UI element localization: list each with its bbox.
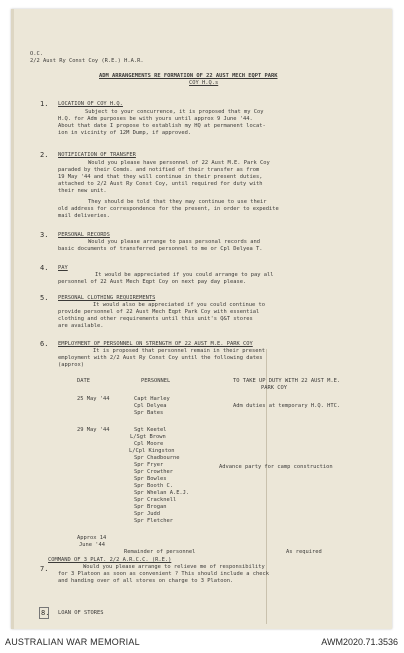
table-row: Spr Brogan (134, 504, 167, 510)
para-number: 5. (40, 294, 49, 302)
para-line: About that date I propose to establish my HQ at permanent locat- (58, 123, 266, 129)
table-row: Spr Bates (134, 410, 164, 416)
document-page (11, 9, 392, 629)
table-row: Spr Booth C. (134, 483, 173, 489)
table-row: Spr Crowther (134, 469, 173, 475)
document-title: ADM ARRANGEMENTS RE FORMATION OF 22 AUST MECH EQPT PARK (99, 73, 278, 79)
para-number: 1. (40, 100, 49, 108)
para-heading: LOCATION OF COY H.Q. (58, 101, 123, 107)
page-edge (11, 9, 14, 629)
para-line: ion in vicinity of 12M Dump, if approved. (58, 130, 192, 136)
para-heading: LOAN OF STORES (58, 610, 104, 616)
para-line: paraded by their Comds. and notified of their transfer as from (58, 167, 260, 173)
document-subtitle: COY H.Q.s (189, 80, 219, 86)
table-row: Spr Fryer (134, 462, 164, 468)
archive-footer (0, 631, 404, 653)
para-line: It would be appreciated if you could arrange to pay all (95, 272, 274, 278)
para-number: 3. (40, 231, 49, 239)
table-header-date: DATE (77, 378, 90, 384)
para-number: 7. (40, 565, 49, 573)
table-header-personnel: PERSONNEL (141, 378, 171, 384)
para-line: It would also be appreciated if you could continue to (93, 302, 266, 308)
table-row: Capt Harley (134, 396, 170, 402)
para-heading: COMMAND OF 3 PLAT. 2/2 A.R.C.C. (R.E.) (48, 557, 172, 563)
table-row: L/Cpl Kingston (129, 448, 175, 454)
para-heading: PERSONAL RECORDS (58, 232, 110, 238)
para-heading: NOTIFICATION OF TRANSFER (58, 152, 136, 158)
table-row: Spr Chadbourne (134, 455, 180, 461)
para-heading: EMPLOYMENT OF PERSONNEL ON STRENGTH OF 22 AUST M.E. PARK COY (58, 341, 253, 347)
para-line: provide personnel of 22 Aust Mech Eqpt Park Coy with essential (58, 309, 260, 315)
table-row: Cpl Moore (134, 441, 164, 447)
para-number: 4. (40, 264, 49, 272)
table-duty: Adm duties at temporary H.Q. HTC. (233, 403, 341, 409)
para-line: and handing over of all stores on charge to 3 Platoon. (58, 578, 234, 584)
para-line: personnel of 22 Aust Mech Eqpt Coy on next pay day please. (58, 279, 247, 285)
para-line: (approx) (58, 362, 84, 368)
para-line: old address for correspondence for the present, in order to expedite (58, 206, 279, 212)
para-line: Subject to your concurrence, it is proposed that my Coy (85, 109, 264, 115)
table-date: June '44 (79, 542, 105, 548)
table-date: 25 May '44 (77, 396, 110, 402)
para-heading: PAY (58, 265, 68, 271)
para-line: 19 May '44 and that they will continue in their present duties, (58, 174, 263, 180)
para-line: employment with 2/2 Aust Ry Const Coy until the following dates (58, 355, 263, 361)
table-header-duty: TO TAKE UP DUTY WITH 22 AUST M.E. (233, 378, 341, 384)
para-line: It is proposed that personnel remain in their present (93, 348, 266, 354)
table-row: Spr Judd (134, 511, 160, 517)
para-line: attached to 2/2 Aust Ry Const Coy, until required for duty with (58, 181, 263, 187)
table-row: Spr Whelan A.E.J. (134, 490, 190, 496)
para-line: their new unit. (58, 188, 107, 194)
table-row: Spr Fletcher (134, 518, 173, 524)
para-heading: PERSONAL CLOTHING REQUIREMENTS (58, 295, 156, 301)
para-number: 2. (40, 151, 49, 159)
para-line: H.Q. for Adm purposes be with yours until approx 9 June '44. (58, 116, 253, 122)
para-line: Would you please arrange to pass personal records and (88, 239, 261, 245)
table-header-duty-2: PARK COY (261, 385, 287, 391)
para-line: They should be told that they may continue to use their (88, 199, 267, 205)
para-line: are available. (58, 323, 104, 329)
para-line: clothing and other requirements until this unit's Q&T stores (58, 316, 253, 322)
table-row: L/Sgt Brown (130, 434, 166, 440)
table-duty: As required (286, 549, 322, 555)
para-line: basic documents of transferred personnel to me or Cpl Delyea T. (58, 246, 263, 252)
footer-institution: AUSTRALIAN WAR MEMORIAL (5, 637, 140, 647)
para-line: Would you please arrange to relieve me of responsibility (83, 564, 265, 570)
table-date: Approx 14 (77, 535, 107, 541)
table-row: Sgt Keetel (134, 427, 167, 433)
footer-accession-number: AWM2020.71.3536 (321, 637, 398, 647)
table-row: Cpl Delyea (134, 403, 167, 409)
para-number: 8. (41, 609, 50, 617)
addressee-line: O.C. (30, 51, 43, 57)
table-row: Spr Bowles (134, 476, 167, 482)
table-row: Remainder of personnel (124, 549, 196, 555)
unit-line: 2/2 Aust Ry Const Coy (R.E.) H.A.R. (30, 58, 144, 64)
para-number: 6. (40, 340, 49, 348)
table-row: Spr Cracknell (134, 497, 177, 503)
table-duty: Advance party for camp construction (219, 464, 333, 470)
table-date: 29 May '44 (77, 427, 110, 433)
para-line: Would you please have personnel of 22 Aust M.E. Park Coy (88, 160, 270, 166)
para-line: for 3 Platoon as soon as convenient ? This should include a check (58, 571, 269, 577)
para-line: mail deliveries. (58, 213, 110, 219)
